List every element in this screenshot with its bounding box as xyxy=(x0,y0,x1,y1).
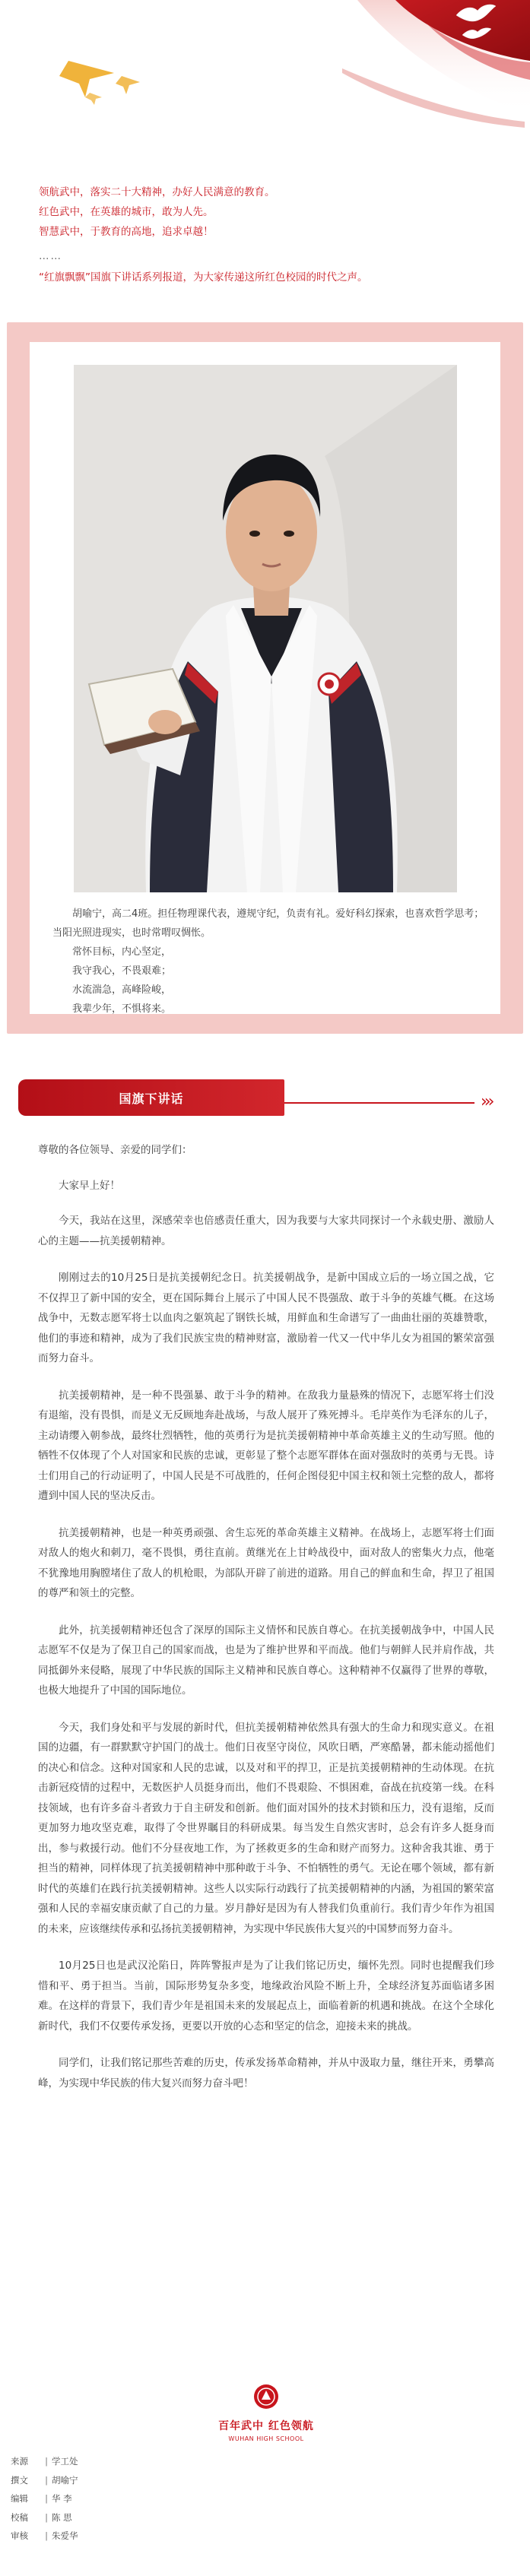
intro-ellipsis: …… xyxy=(39,250,62,262)
speech-paragraph: 同学们，让我们铭记那些苦难的历史，传承发扬革命精神，并从中汲取力量，继往开来，勇攀高峰，为实现中华民族的伟大复兴而努力奋斗吧！ xyxy=(38,2057,494,2090)
school-emblem-icon xyxy=(252,2383,280,2410)
speaker-bio xyxy=(52,905,486,1019)
credit-separator: | xyxy=(45,2511,48,2523)
credit-key: 审核 xyxy=(11,2530,28,2541)
paper-plane-icon xyxy=(59,61,140,105)
credit-key: 编辑 xyxy=(11,2493,28,2504)
intro-line: 智慧武中，于教育的高地，追求卓越！ xyxy=(39,226,214,238)
credit-row xyxy=(11,2452,78,2471)
speech-body xyxy=(38,1140,494,2110)
speech-paragraph: 今天，我站在这里，深感荣幸也倍感责任重大，因为我要与大家共同探讨一个永载史册、激励人心的主题——抗美援朝精神。 xyxy=(38,1215,494,1247)
speech-paragraph: 抗美援朝精神，也是一种英勇顽强、舍生忘死的革命英雄主义精神。在战场上，志愿军将士们面对敌人的炮火和刺刀，毫不畏惧，勇往直前。黄继光在上甘岭战役中，面对敌人的密集火力点，他毫不犹豫地用胸膛堵住了敌人的机枪眼，为部队开辟了前进的道路。用自己的鲜血和生命，捍卫了祖国的尊严和领土的完整。 xyxy=(38,1526,494,1599)
credit-value: 朱爱华 xyxy=(52,2530,78,2541)
intro-line: 领航武中，落实二十大精神，办好人民满意的教育。 xyxy=(39,186,275,198)
speech-paragraph: 此外，抗美援朝精神还包含了深厚的国际主义情怀和民族自尊心。在抗美援朝战争中，中国人民志愿军不仅是为了保卫自己的国家而战，也是为了维护世界和平而战。他们与朝鲜人民并肩作战，共同抵御外来侵略，展现了中华民族的国际主义精神和民族自尊心。这种精神不仅赢得了世界的尊敬，也极大地提升了中国的国际地位。 xyxy=(38,1624,494,1697)
header-decoration xyxy=(0,0,530,175)
credit-row xyxy=(11,2527,78,2546)
credits xyxy=(11,2452,78,2546)
school-logo xyxy=(205,2383,327,2442)
credit-key: 校稿 xyxy=(11,2511,28,2523)
credit-separator: | xyxy=(45,2493,48,2504)
credit-separator: | xyxy=(45,2474,48,2486)
credit-row xyxy=(11,2508,78,2527)
banner-divider xyxy=(284,1102,474,1104)
intro-line: 红色武中，在英雄的城市，敢为人先。 xyxy=(39,206,214,218)
credit-key: 来源 xyxy=(11,2456,28,2467)
series-description: “红旗飘飘”国旗下讲话系列报道，为大家传递这所红色校园的时代之声。 xyxy=(39,271,368,284)
speaker-photo xyxy=(74,365,457,892)
logo-title: 百年武中 红色领航 xyxy=(218,2420,314,2432)
speech-paragraph: 刚刚过去的10月25日是抗美援朝纪念日。抗美援朝战争，是新中国成立后的一场立国之战，它不仅捍卫了新中国的安全，更在国际舞台上展示了中国人民不畏强敌、敢于斗争的英雄气概。在这场战争中，无数志愿军将士以血肉之躯筑起了钢铁长城，用鲜血和生命谱写了一曲曲壮丽的英雄赞歌，他们的事迹和精神，成为了我们民族宝贵的精神财富，激励着一代又一代中华儿女为祖国的繁荣富强而努力奋斗。 xyxy=(38,1272,494,1364)
speech-salutation: 尊敬的各位领导、亲爱的同学们： xyxy=(38,1144,192,1156)
intro-section xyxy=(39,182,495,287)
credit-separator: | xyxy=(45,2456,48,2467)
speech-paragraph: 抗美援朝精神，是一种不畏强暴、敢于斗争的精神。在敌我力量悬殊的情况下，志愿军将士们没有退缩，没有畏惧，而是义无反顾地奔赴战场，与敌人展开了殊死搏斗。毛岸英作为毛泽东的儿子，主动请缨入朝参战，最终壮烈牺牲，他的英勇行为是抗美援朝精神中革命英雄主义的生动写照。他的牺牲不仅体现了个人对国家和民族的忠诚，更彰显了整个志愿军群体在面对强敌时的英勇与无畏。诗士们用自己的行动证明了，中国人民是不可战胜的，任何企图侵犯中国主权和领土完整的敌人，都将遭到中国人民的坚决反击。 xyxy=(38,1389,494,1502)
section-banner xyxy=(18,1079,284,1116)
chevron-right-icon: ››› xyxy=(481,1092,492,1111)
bio-verse: 我辈少年，不惧将来。 xyxy=(72,1003,172,1015)
bio-verse: 水流湍急，高峰险峻， xyxy=(72,984,172,996)
credit-separator: | xyxy=(45,2530,48,2541)
logo-subtitle: WUHAN HIGH SCHOOL xyxy=(228,2435,304,2442)
credit-value: 学工处 xyxy=(52,2456,78,2467)
credit-value: 陈 思 xyxy=(52,2511,72,2523)
speech-paragraph: 今天，我们身处和平与发展的新时代，但抗美援朝精神依然具有强大的生命力和现实意义。在祖国的边疆，有一群默默守护国门的战士。他们日夜坚守岗位，风吹日晒，严寒酷暑，都未能动摇他们的决心和信念。这种对国家和人民的忠诚，以及对和平的捍卫，正是抗美援朝精神的生动体现。在抗击新冠疫情的过程中，无数医护人员挺身而出，他们不畏艰险、不惧困难，奋战在抗疫第一线。在科技领域，也有许多奋斗者致力于自主研发和创新。他们面对国外的技术封锁和压力，没有退缩，反而更加努力地攻坚克难，取得了令世界瞩目的科研成果。每当发生自然灾害时，总会有许多人挺身而出，参与救援行动。他们不分昼夜地工作，为了拯救更多的生命和财产而努力。这种舍我其谁、勇于担当的精神，同样体现了抗美援朝精神中那种敢于斗争、不怕牺牲的勇气。无论在哪个领域，都有新时代的英雄们在践行抗美援朝精神。这些人以实际行动践行了抗美援朝精神的内涵，为祖国的繁荣富强和人民的幸福安康贡献了自己的力量。岁月静好是因为有人替我们负重前行。我们青少年作为祖国的未来，应该继续传承和弘扬抗美援朝精神，为实现中华民族伟大复兴的中国梦而努力奋斗。 xyxy=(38,1721,494,1935)
bio-paragraph: 胡喻宁，高二4班。担任物理课代表，遵规守纪，负责有礼。爱好科幻探索，也喜欢哲学思考；当阳光照进现实，也时常喟叹惆怅。 xyxy=(52,908,484,939)
section-title: 国旗下讲话 xyxy=(119,1092,184,1106)
credit-value: 胡喻宁 xyxy=(52,2474,78,2486)
credit-key: 撰文 xyxy=(11,2474,28,2486)
credit-row xyxy=(11,2471,78,2490)
credit-value: 华 李 xyxy=(52,2493,72,2504)
bio-verse: 我守我心，不畏艰难； xyxy=(72,965,172,977)
speech-greeting: 大家早上好！ xyxy=(59,1179,120,1192)
bio-verse: 常怀目标，内心坚定， xyxy=(72,946,172,958)
credit-row xyxy=(11,2489,78,2508)
speaker-card xyxy=(7,322,523,1034)
speech-paragraph: 10月25日也是武汉沦陷日，阵阵警报声是为了让我们铭记历史，缅怀先烈。同时也提醒我们珍惜和平、勇于担当。当前，国际形势复杂多变，地缘政治风险不断上升，全球经济复苏面临诸多困难。在这样的背景下，我们青少年是祖国未来的发展起点上，面临着新的机遇和挑战。在这个全球化新时代，我们不仅要传承发扬，更要以开放的心态和坚定的信念，迎接未来的挑战。 xyxy=(38,1960,494,2033)
speaker-card-inner xyxy=(30,342,500,1014)
